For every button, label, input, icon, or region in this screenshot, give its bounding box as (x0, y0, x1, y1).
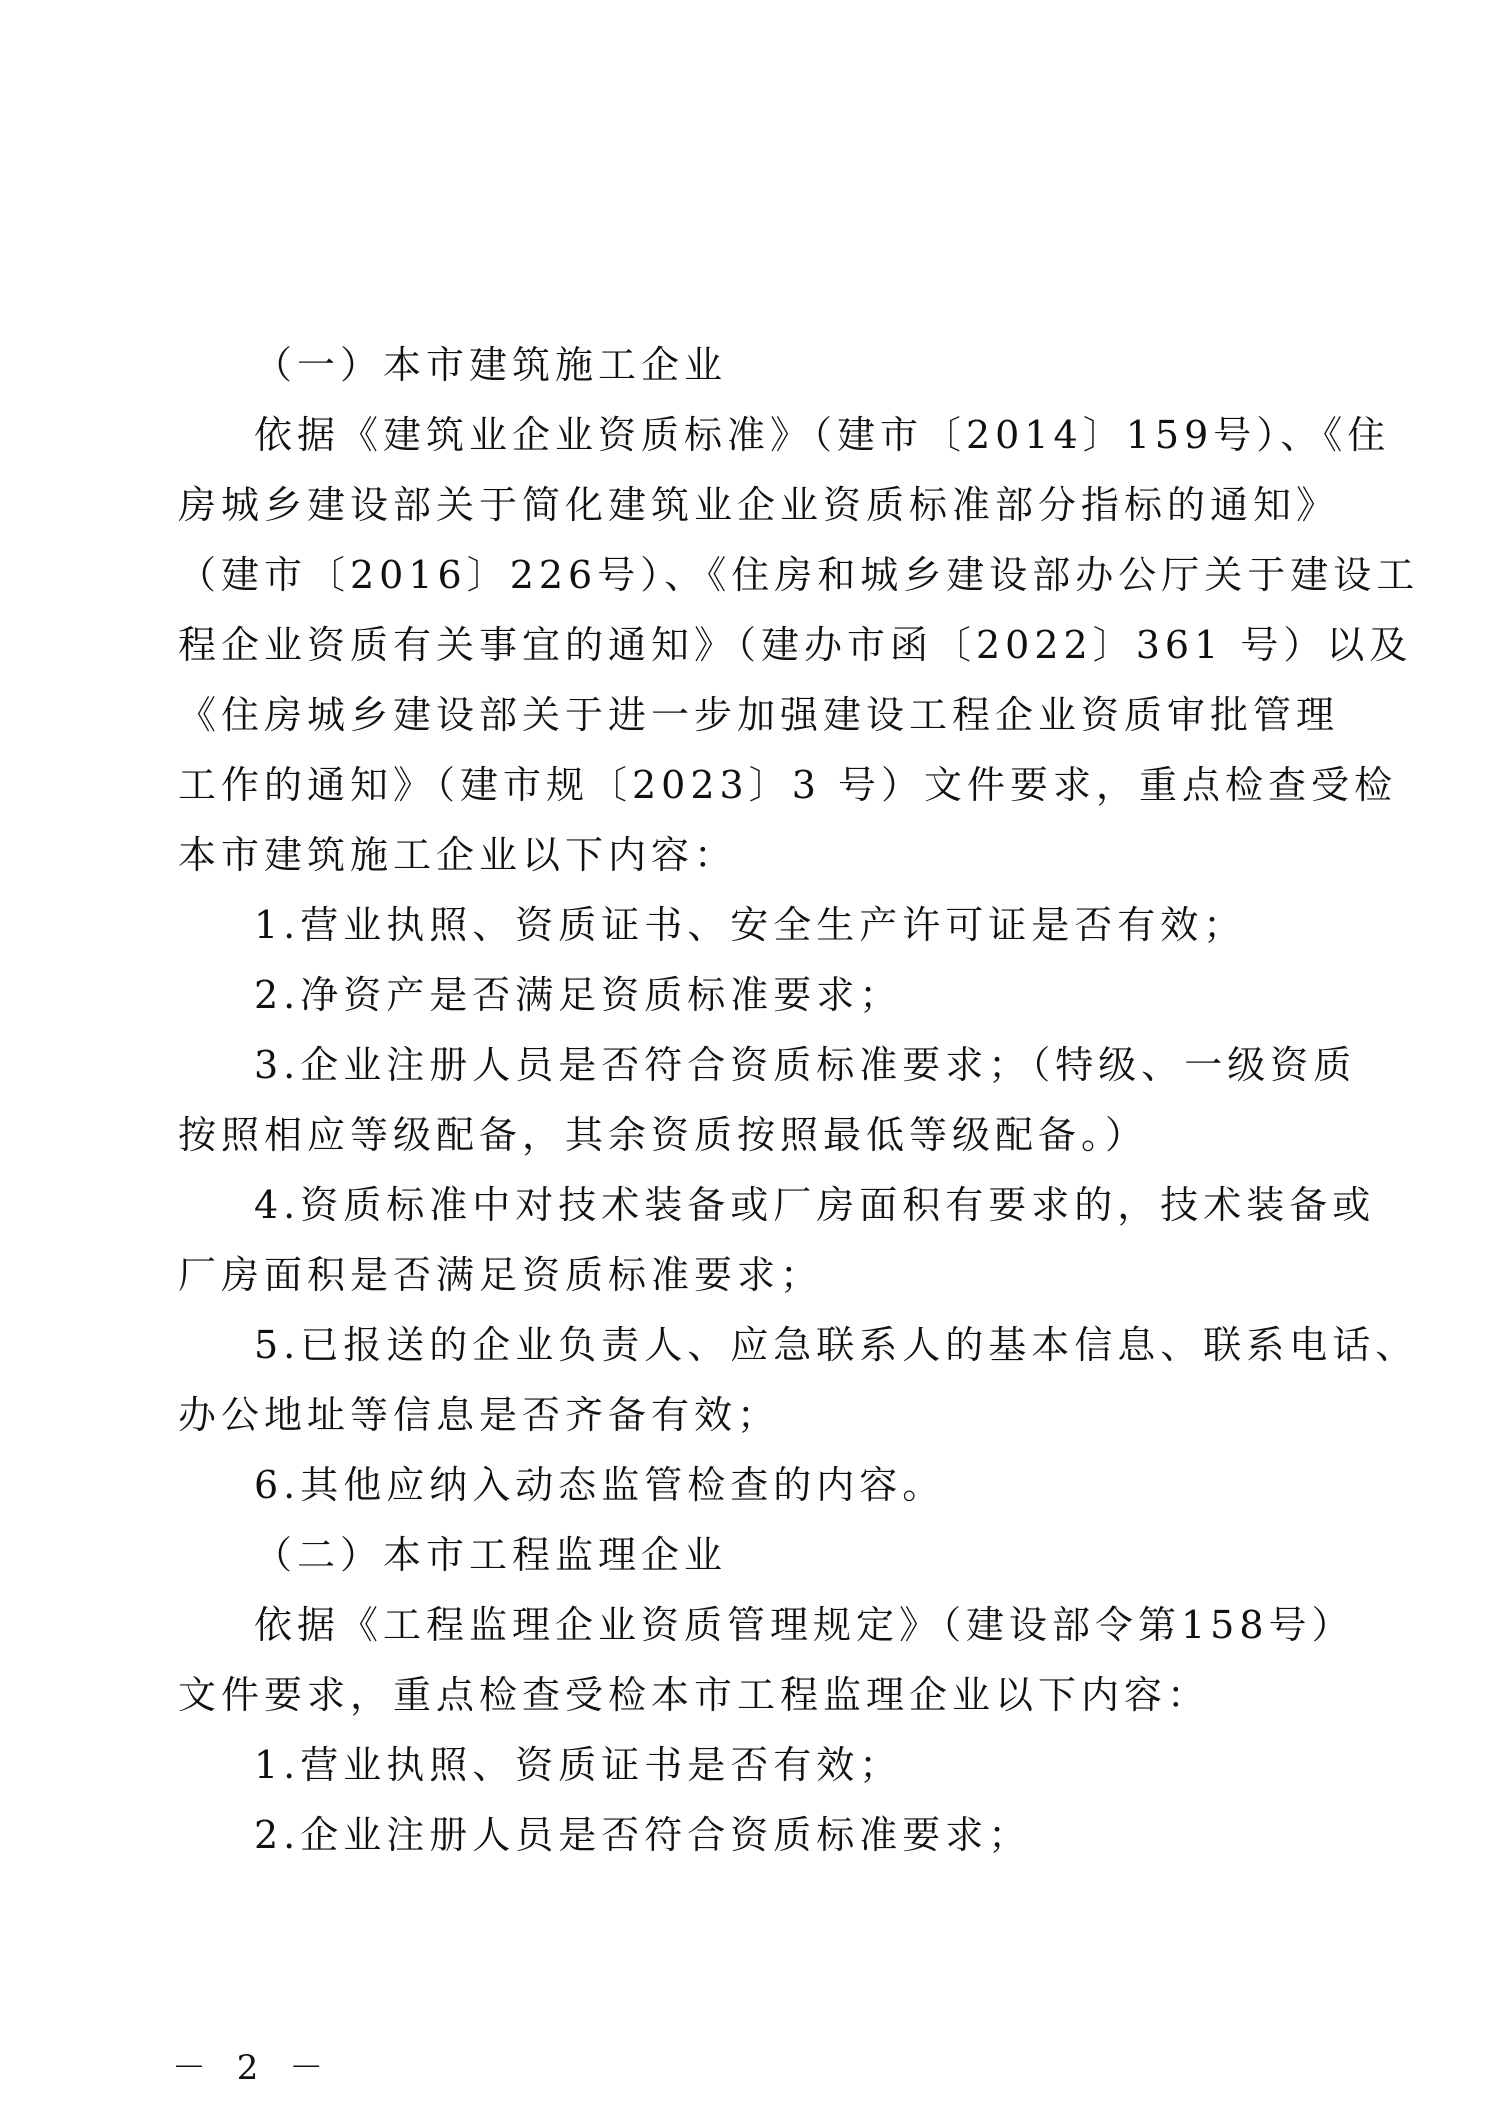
paragraph-line: 文件要求，重点检查受检本市工程监理企业以下内容： (178, 1673, 1211, 1717)
section-1-heading: （一）本市建筑施工企业 (254, 343, 728, 387)
list-item-line: 4.资质标准中对技术装备或厂房面积有要求的，技术装备或 (254, 1183, 1376, 1227)
list-item-line: 1.营业执照、资质证书、安全生产许可证是否有效； (254, 903, 1247, 947)
list-item-line: 3.企业注册人员是否符合资质标准要求；（特级、一级资质 (254, 1043, 1357, 1087)
paragraph-line: （建市〔2016〕226号）、《住房和城乡建设部办公厅关于建设工 (178, 553, 1420, 597)
list-item-line: 5.已报送的企业负责人、应急联系人的基本信息、联系电话、 (254, 1323, 1419, 1367)
list-item-line: 厂房面积是否满足资质标准要求； (178, 1253, 824, 1297)
page-number: － 2 － (172, 2048, 334, 2088)
paragraph-line: 《住房城乡建设部关于进一步加强建设工程企业资质审批管理 (178, 693, 1340, 737)
list-item (178, 1170, 1376, 1310)
paragraph-line: 本市建筑施工企业以下内容： (178, 833, 738, 877)
list-item (178, 1730, 1265, 1800)
list-item-line: 1.营业执照、资质证书是否有效； (254, 1743, 903, 1787)
paragraph-line: 依据《建筑业企业资质标准》（建市〔2014〕159号）、《住 (254, 413, 1391, 457)
section-2-heading: （二）本市工程监理企业 (254, 1533, 728, 1577)
section-2-item-list (178, 1730, 1265, 1870)
section-1-intro (178, 400, 1420, 890)
list-item (178, 960, 1265, 1030)
paragraph-line: 程企业资质有关事宜的通知》（建办市函〔2022〕361 号）以及 (178, 623, 1413, 667)
document-body (178, 330, 1420, 1870)
paragraph-line: 依据《工程监理企业资质管理规定》（建设部令第158号） (254, 1603, 1355, 1647)
list-item (178, 1310, 1419, 1450)
list-item (178, 1030, 1357, 1170)
list-item-line: 按照相应等级配备，其余资质按照最低等级配备。） (178, 1113, 1149, 1157)
section-2-intro (178, 1590, 1355, 1730)
list-item-line: 2.净资产是否满足资质标准要求； (254, 973, 903, 1017)
list-item (178, 1450, 1265, 1520)
paragraph-line: 房城乡建设部关于简化建筑业企业资质标准部分指标的通知》 (178, 483, 1340, 527)
list-item-line: 办公地址等信息是否齐备有效； (178, 1393, 781, 1437)
list-item (178, 890, 1265, 960)
list-item-line: 2.企业注册人员是否符合资质标准要求； (254, 1813, 1032, 1857)
paragraph-line: 工作的通知》（建市规〔2023〕3 号）文件要求，重点检查受检 (178, 763, 1397, 807)
list-item-line: 6.其他应纳入动态监管检查的内容。 (254, 1463, 946, 1507)
section-1-item-list (178, 890, 1419, 1520)
list-item (178, 1800, 1265, 1870)
